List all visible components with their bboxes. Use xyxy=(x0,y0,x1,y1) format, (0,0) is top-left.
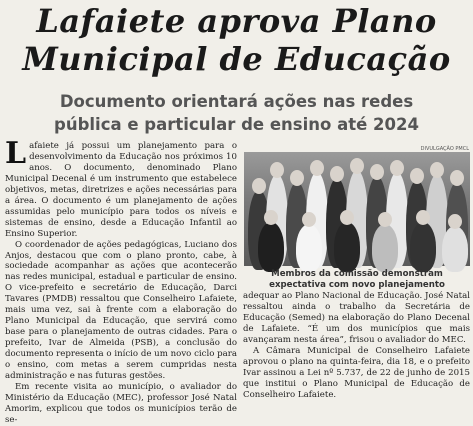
article-left-column xyxy=(5,136,237,426)
person-figure xyxy=(258,222,284,272)
person-head xyxy=(290,170,304,186)
paragraph-3 xyxy=(5,382,237,426)
person-head xyxy=(450,170,464,186)
drop-cap: L xyxy=(5,136,27,171)
paragraph-3-part-2: adequar ao Plano Nacional de Educação. José Natal ressaltou ainda o trabalho da Secretária de Educação (Semed) na elaboração do Plano Decenal de Lafaiete. “É um dos municípios que mais avançaram nesta área”, frisou o avaliador do MEC. xyxy=(243,291,470,345)
person-head xyxy=(430,162,444,178)
person-head xyxy=(330,166,344,182)
person-figure xyxy=(334,222,360,272)
subheadline-line-2: pública e particular de ensino até 2024 xyxy=(54,115,419,134)
headline-line-2: Municipal de Educação xyxy=(22,40,451,78)
person-head xyxy=(270,162,284,178)
person-head xyxy=(448,214,462,229)
subheadline-line-1: Documento orientará ações nas redes xyxy=(59,92,414,111)
paragraph-4: A Câmara Municipal de Conselheiro Lafaiete aprovou o plano na quinta-feira, dia 18, e o prefeito Ivar assinou a Lei nº 5.737, de 22 de junho de 2015 que institui o Plano Municipal de Educação de Conselheiro Lafaiete. xyxy=(243,345,470,400)
person-figure xyxy=(296,224,322,272)
article-right-column xyxy=(243,291,470,401)
person-head xyxy=(410,168,424,184)
paragraph-3-part-1: Em recente visita ao município, o avaliador do Ministério da Educação (MEC), professor José Natal Amorim, explicou que todos os municípios terão de se- xyxy=(5,381,237,425)
person-head xyxy=(390,160,404,176)
paragraph-1 xyxy=(5,136,237,240)
person-head xyxy=(252,178,266,194)
person-head xyxy=(310,160,324,176)
paragraph-1-text: afaiete já possui um planejamento para o desenvolvimento da Educação nos próximos 10 anos. O documento, denominado Plano Municipal Decenal é um instrumento que estabelece objetivos, metas, diretrizes e ações necessárias para a área. O documento é um planejamento de ações assumidas pelo município para todos os níveis e sistemas de ensino, desde a Educação Infantil ao Ensino Superior. xyxy=(5,141,237,239)
person-head xyxy=(416,210,430,225)
person-figure xyxy=(372,224,398,272)
person-head xyxy=(302,212,316,227)
headline-line-1: Lafaiete aprova Plano xyxy=(36,2,437,40)
person-head xyxy=(264,210,278,225)
photo-caption: Membros da comissão demonstram expectativa com novo planejamento xyxy=(269,269,445,290)
person-head xyxy=(340,210,354,225)
person-head xyxy=(378,212,392,227)
person-head xyxy=(370,164,384,180)
person-head xyxy=(350,158,364,174)
person-figure xyxy=(410,222,436,272)
person-figure xyxy=(442,226,468,272)
paragraph-3-continued xyxy=(243,291,470,346)
paragraph-2: O coordenador de ações pedagógicas, Luciano dos Anjos, destacou que com o plano pronto, cabe, à sociedade acompanhar as ações que acontecerão nas redes municipal, estadual e particular de ensino. O vice-prefeito e secretário de Educação, Darci Tavares (PMDB) ressaltou que Conselheiro Lafaiete, mais uma vez, sai à frente com a elaboração do Plano Municipal da Educação, que servirá como base para o planejamento de outras cidades. Para o prefeito, Ivar de Almeida (PSB), a conclusão do documento representa o início de um novo ciclo para o ensino, com metas a serem cumpridas nesta administração e nas futuras gestões. xyxy=(5,239,237,382)
photo-credit: DIVULGAÇÃO PMCL xyxy=(420,146,469,152)
group-photo xyxy=(244,152,470,266)
